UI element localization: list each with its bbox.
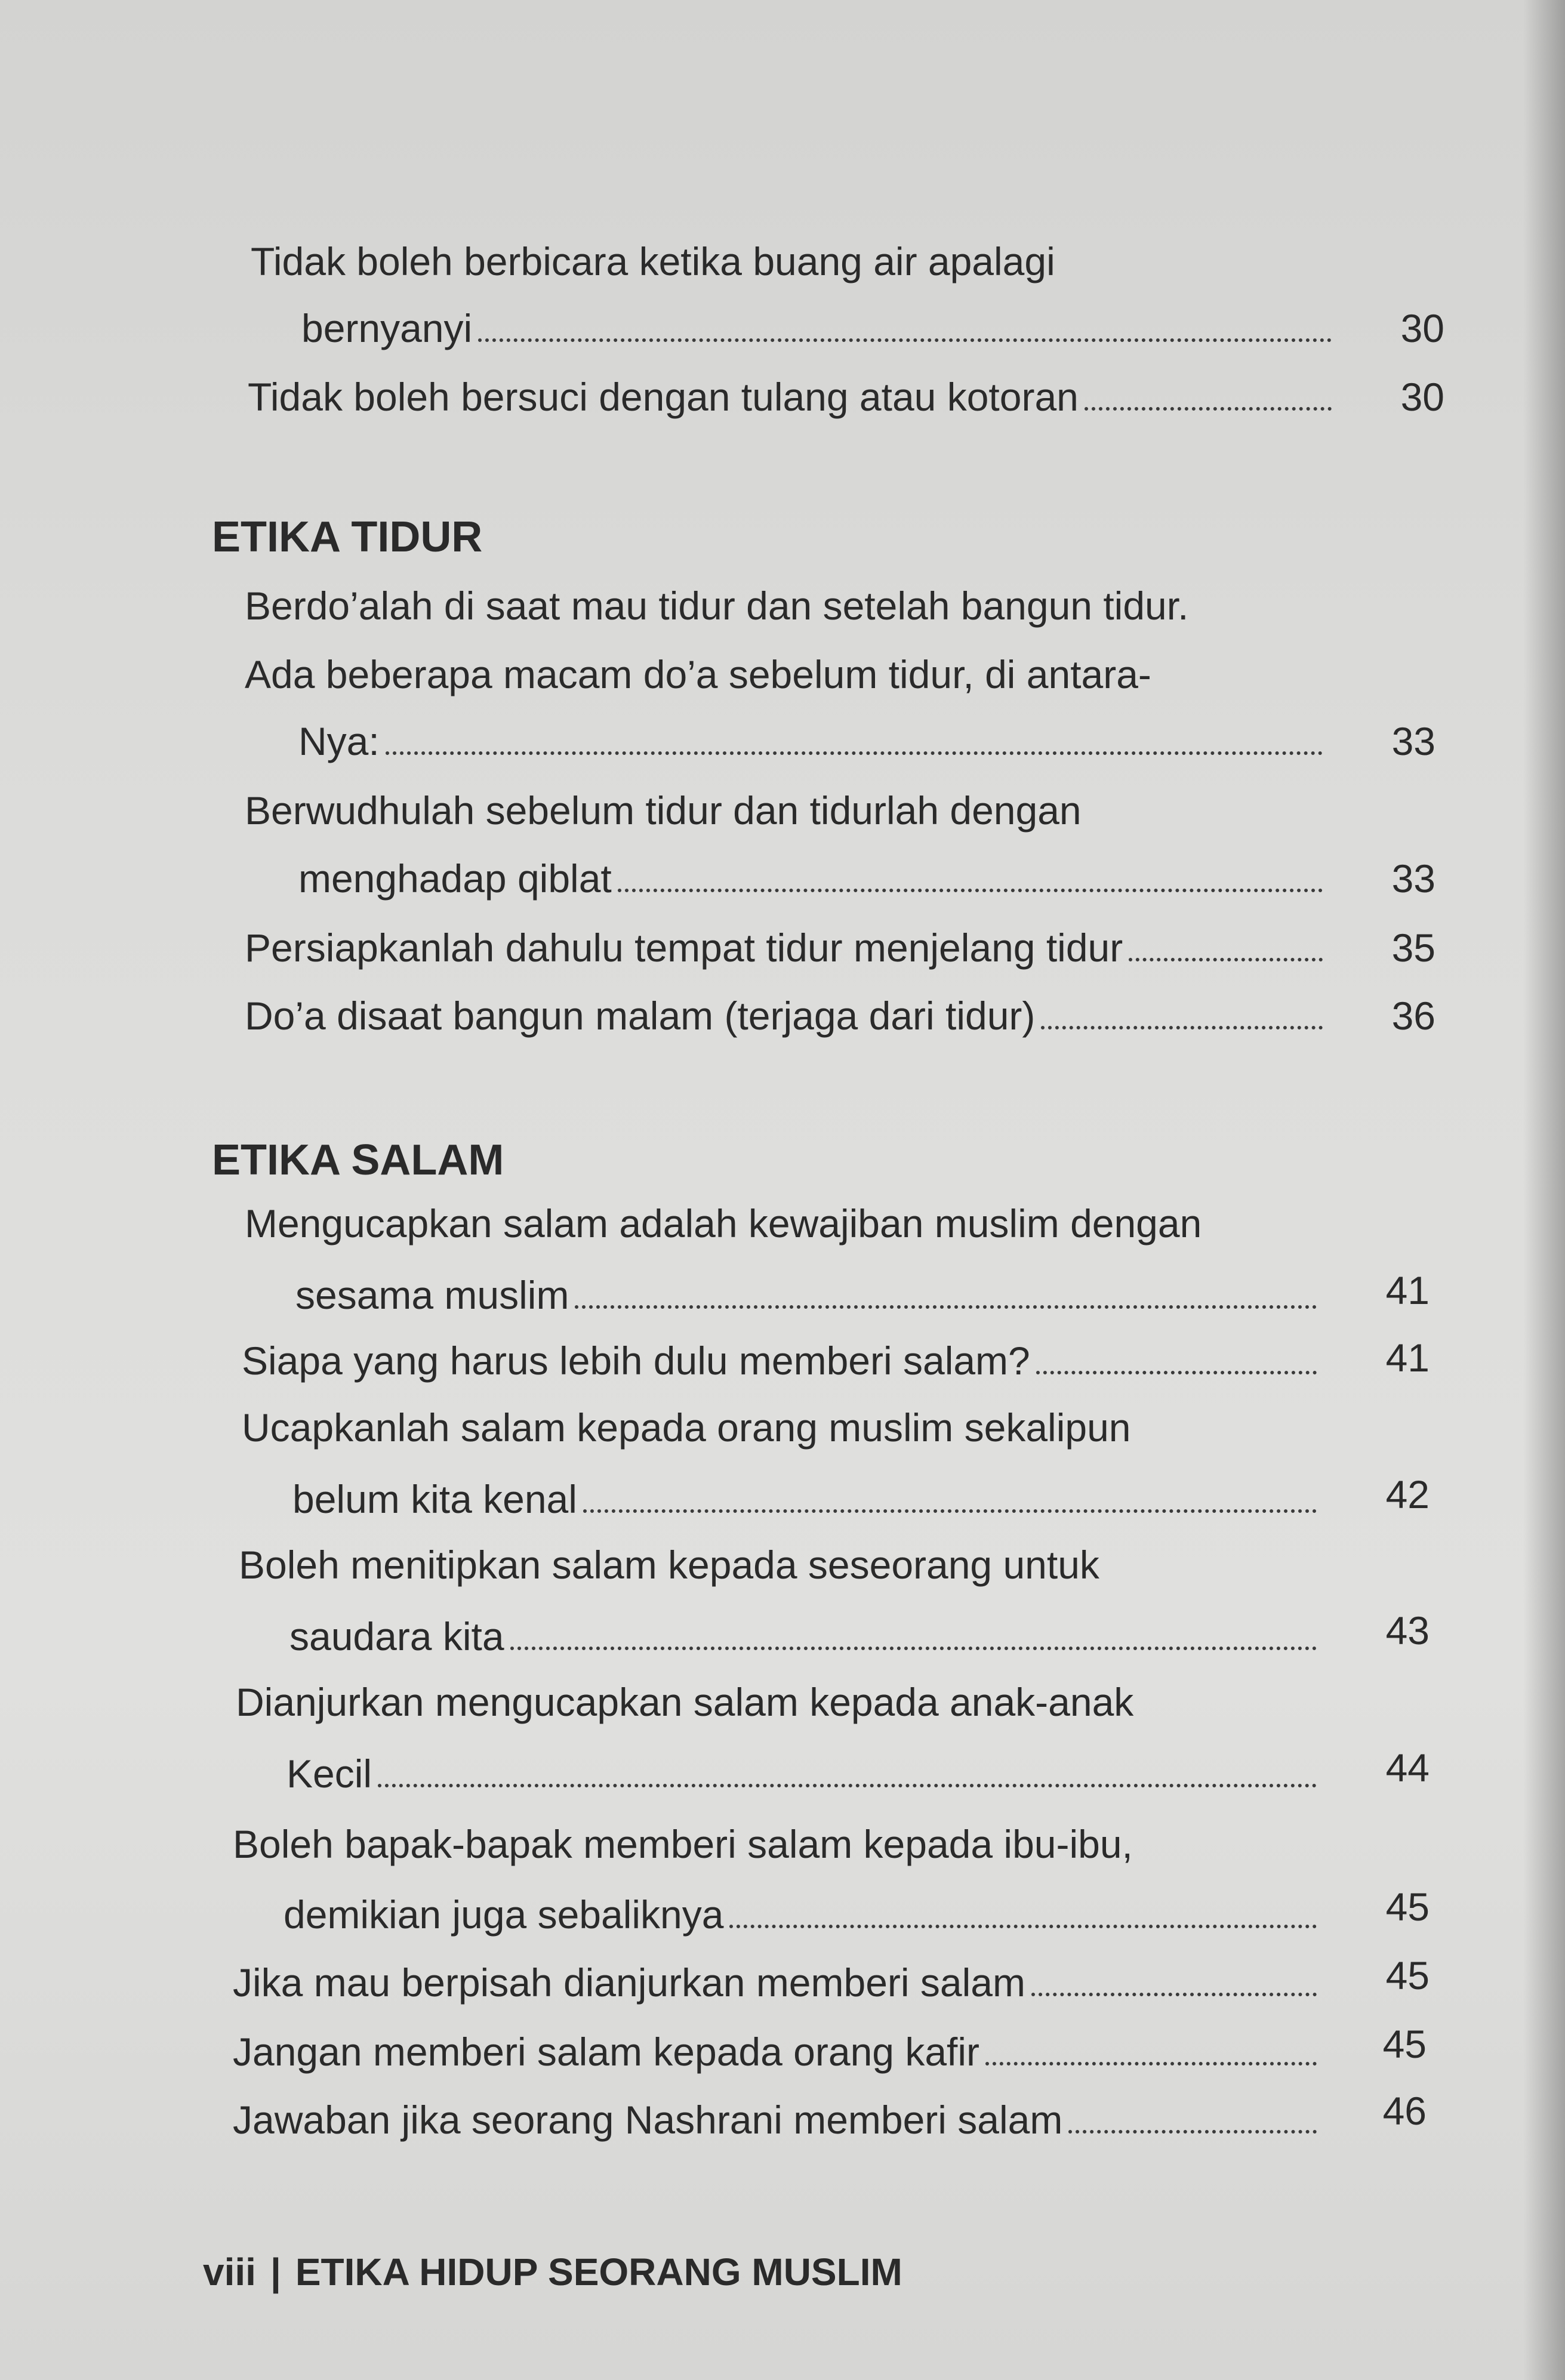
toc-entry-line: belum kita kenal	[292, 1477, 577, 1521]
toc-entry-line: Jangan memberi salam kepada orang kafir	[233, 2030, 980, 2074]
toc-entry-line: Siapa yang harus lebih dulu memberi salam?	[242, 1339, 1030, 1383]
toc-entry-line: Ada beberapa macam do’a sebelum tidur, di antara-	[245, 652, 1151, 696]
toc-entry-line: Persiapkanlah dahulu tempat tidur menjelang tidur	[245, 926, 1123, 970]
toc-entry-row	[242, 1337, 1325, 1385]
footer-page-number: viii	[203, 2250, 256, 2293]
section-heading: ETIKA TIDUR	[212, 513, 483, 561]
dot-leader	[378, 1784, 1317, 1787]
toc-entry-row	[298, 855, 1331, 902]
toc-entry-row	[286, 1750, 1325, 1798]
toc-entry-line: Kecil	[286, 1752, 372, 1796]
section-heading: ETIKA SALAM	[212, 1136, 504, 1184]
toc-page-number: 45	[1385, 1953, 1430, 1997]
toc-entry-row	[298, 717, 1331, 765]
dot-leader	[985, 2062, 1317, 2065]
dot-leader	[386, 751, 1323, 755]
toc-entry-line: Tidak boleh bersuci dengan tulang atau kotoran	[248, 375, 1079, 419]
dot-leader	[1036, 1371, 1317, 1374]
toc-page-number: 41	[1385, 1336, 1430, 1380]
dot-leader	[1068, 2130, 1317, 2134]
toc-entry-row	[295, 1271, 1325, 1319]
toc-page-number: 30	[1400, 375, 1444, 419]
dot-leader	[478, 338, 1332, 342]
toc-page-number: 46	[1382, 2089, 1427, 2133]
toc-entry-row	[233, 1959, 1325, 2006]
dot-leader	[1129, 958, 1323, 961]
dot-leader	[510, 1647, 1317, 1650]
toc-entry-row	[289, 1613, 1325, 1660]
toc-entry-row	[245, 992, 1331, 1040]
dot-leader	[618, 889, 1323, 892]
toc-entry-line: Berwudhulah sebelum tidur dan tidurlah dengan	[245, 788, 1082, 833]
toc-entry-line: menghadap qiblat	[298, 856, 612, 901]
toc-entry-line: Jawaban jika seorang Nashrani memberi salam	[233, 2098, 1063, 2142]
toc-entry-line: sesama muslim	[295, 1273, 569, 1317]
toc-page-number: 43	[1385, 1608, 1430, 1653]
dot-leader	[1085, 407, 1332, 411]
toc-entry-row	[245, 924, 1331, 972]
toc-entry-line: Berdo’alah di saat mau tidur dan setelah bangun tidur.	[245, 584, 1189, 628]
toc-entry-line: Boleh menitipkan salam kepada seseorang untuk	[239, 1543, 1099, 1587]
toc-entry-line: Dianjurkan mengucapkan salam kepada anak-anak	[236, 1680, 1134, 1724]
toc-entry-line: bernyanyi	[301, 306, 473, 350]
footer-separator: |	[270, 2250, 281, 2293]
toc-page-number: 36	[1391, 994, 1435, 1038]
toc-entry-line: Tidak boleh berbicara ketika buang air apalagi	[251, 239, 1055, 283]
toc-page-number: 33	[1391, 719, 1435, 763]
toc-entry-line: Do’a disaat bangun malam (terjaga dari tidur)	[245, 994, 1036, 1038]
footer-book-title: ETIKA HIDUP SEORANG MUSLIM	[295, 2250, 902, 2293]
toc-entry-row	[233, 2096, 1325, 2144]
toc-entry-line: Nya:	[298, 719, 380, 763]
toc-page-number: 35	[1391, 926, 1435, 970]
toc-entry-row	[233, 2028, 1325, 2076]
toc-page-number: 44	[1385, 1746, 1430, 1790]
toc-entry-row	[292, 1475, 1325, 1523]
toc-page-number: 45	[1385, 1885, 1430, 1929]
dot-leader	[575, 1305, 1317, 1309]
page-footer	[203, 2250, 902, 2294]
toc-page-number: 42	[1385, 1472, 1430, 1516]
toc-page-number: 41	[1385, 1268, 1430, 1312]
toc-entry-row	[301, 304, 1340, 352]
toc-page-number: 30	[1400, 306, 1444, 350]
toc-entry-line: demikian juga sebaliknya	[284, 1892, 724, 1937]
dot-leader	[583, 1509, 1317, 1513]
toc-entry-line: Ucapkanlah salam kepada orang muslim sekalipun	[242, 1405, 1131, 1450]
toc-entry-line: Mengucapkan salam adalah kewajiban muslim dengan	[245, 1201, 1202, 1246]
dot-leader	[1031, 1993, 1317, 1996]
toc-entry-row	[248, 373, 1340, 421]
toc-entry-line: Jika mau berpisah dianjurkan memberi salam	[233, 1960, 1025, 2005]
toc-entry-line: Boleh bapak-bapak memberi salam kepada ibu-ibu,	[233, 1822, 1133, 1866]
toc-page-number: 45	[1382, 2022, 1427, 2066]
dot-leader	[729, 1925, 1317, 1928]
toc-page-number: 33	[1391, 856, 1435, 901]
toc-entry-row	[284, 1891, 1325, 1938]
dot-leader	[1041, 1026, 1323, 1029]
toc-entry-line: saudara kita	[289, 1614, 504, 1658]
